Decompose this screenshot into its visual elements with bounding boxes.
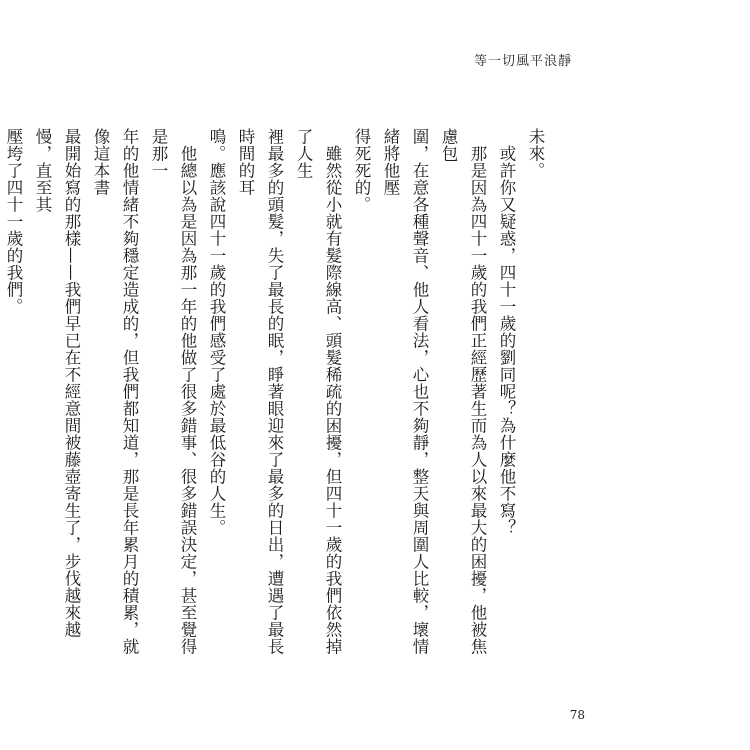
text-line: 得死死的。 [352, 128, 371, 213]
text-line: 或許你又疑惑，四十一歲的劉同呢？為什麼他不寫？ [497, 128, 516, 536]
text-line: 最開始寫的那樣——我們早已在不經意間被藤壺寄生了，步伐越來越慢，直至其 [33, 128, 81, 638]
text-line: 圍，在意各種聲音、他人看法，心也不夠靜，整天與周圍人比較，壞情緒將他壓 [381, 128, 429, 655]
text-line: 雖然從小就有髮際線高、頭髮稀疏的困擾，但四十一歲的我們依然掉了人生 [294, 128, 342, 655]
text-line: 年的他情緒不夠穩定造成的，但我們都知道，那是長年累月的積累，就像這本書 [91, 128, 139, 655]
text-line: 鳴。應該說四十一歲的我們感受了處於最低谷的人生。 [207, 128, 226, 536]
text-line: 壓垮了四十一歲的我們。 [4, 128, 23, 315]
page-number: 78 [569, 708, 585, 722]
running-header: 等一切風平浪靜 [473, 54, 572, 69]
text-line: 那是因為四十一歲的我們正經歷著生而為人以來最大的困擾，他被焦慮包 [439, 128, 487, 655]
body-text [0, 128, 550, 668]
text-line: 裡最多的頭髮，失了最長的眠，睜著眼迎來了最多的日出，遭遇了最長時間的耳 [236, 128, 284, 655]
text-line: 他總以為是因為那一年的他做了很多錯事、很多錯誤決定，甚至覺得是那一 [149, 128, 197, 655]
text-line: 未來。 [526, 128, 545, 179]
